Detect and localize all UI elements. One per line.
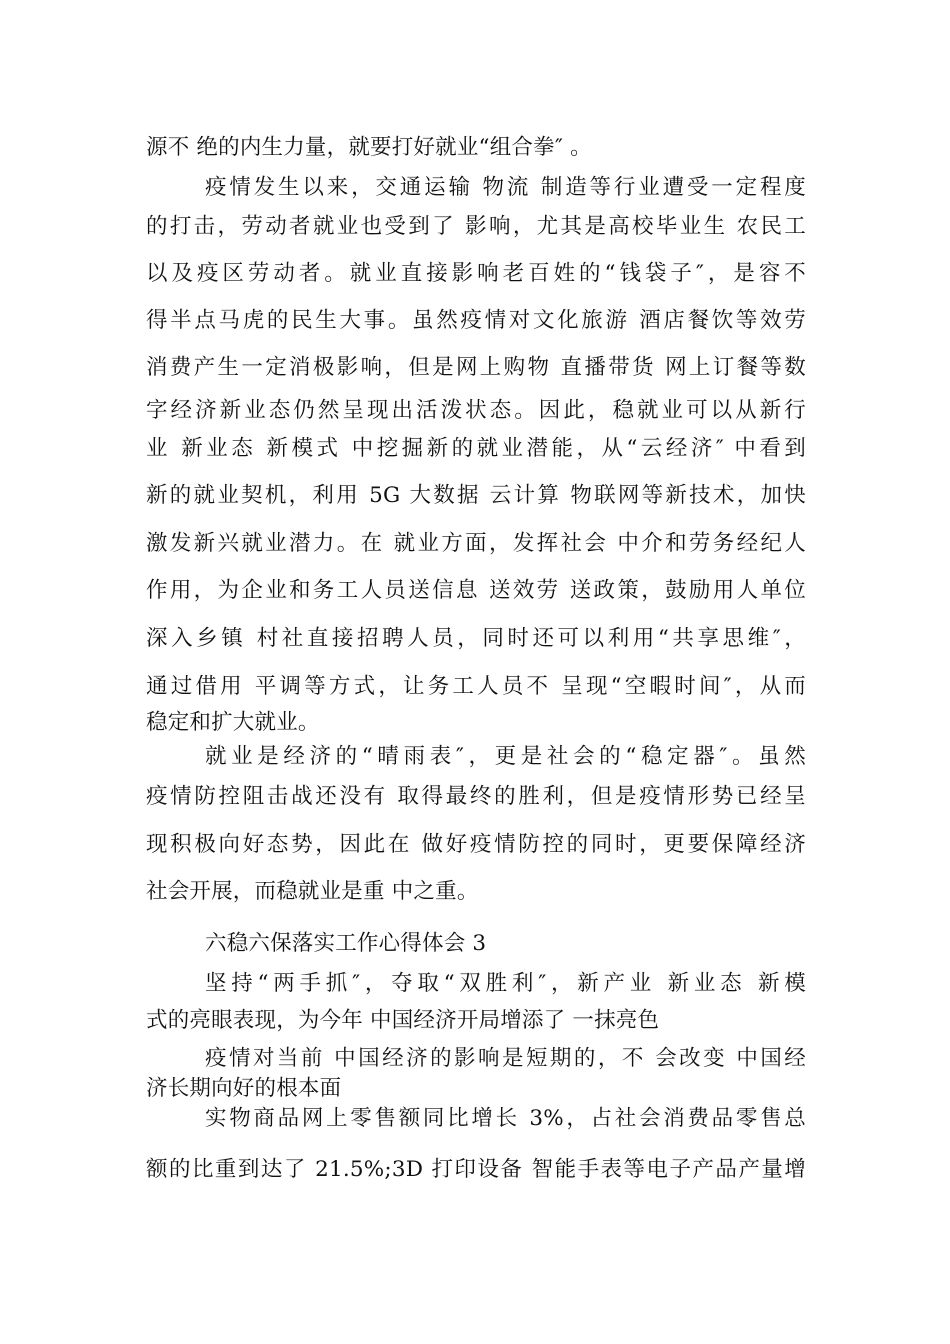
text-line: 济长期向好的根本面	[146, 1076, 342, 1101]
text-line: 现积极向好态势，因此在 做好疫情防控的同时，更要保障经济	[146, 832, 806, 857]
text-line: 以及疫区劳动者。就业直接影响老百姓的“钱袋子″，是容不	[146, 261, 806, 286]
text-line: 业 新业态 新模式 中挖掘新的就业潜能，从“云经济″ 中看到	[146, 436, 806, 461]
text-line: 得半点马虎的民生大事。虽然疫情对文化旅游 酒店餐饮等效劳	[146, 308, 806, 333]
text-line: 作用，为企业和务工人员送信息 送效劳 送政策，鼓励用人单位	[146, 578, 806, 603]
text-line: 的打击，劳动者就业也受到了 影响，尤其是高校毕业生 农民工	[146, 214, 806, 239]
text-line: 深入乡镇 村社直接招聘人员，同时还可以利用“共享思维″，	[146, 626, 806, 651]
text-line: 疫情对当前 中国经济的影响是短期的，不 会改变 中国经	[205, 1046, 806, 1071]
text-line: 新的就业契机，利用 5G 大数据 云计算 物联网等新技术，加快	[146, 483, 806, 508]
text-line: 激发新兴就业潜力。在 就业方面，发挥社会 中介和劳务经纪人	[146, 531, 806, 556]
text-line: 字经济新业态仍然呈现出活泼状态。因此，稳就业可以从新行	[146, 398, 806, 423]
text-line: 式的亮眼表现，为今年 中国经济开局增添了 一抹亮色	[146, 1008, 660, 1033]
text-line: 实物商品网上零售额同比增长 3%，占社会消费品零售总	[205, 1106, 806, 1131]
section-heading: 六稳六保落实工作心得体会 3	[205, 931, 487, 956]
text-line: 疫情发生以来，交通运输 物流 制造等行业遭受一定程度	[205, 175, 806, 200]
text-line: 额的比重到达了 21.5%;3D 打印设备 智能手表等电子产品产量增	[146, 1157, 806, 1182]
text-line: 坚持“两手抓″，夺取“双胜利″，新产业 新业态 新模	[205, 971, 806, 996]
text-line: 通过借用 平调等方式，让务工人员不 呈现“空暇时间″，从而	[146, 674, 806, 699]
text-line: 稳定和扩大就业。	[146, 710, 320, 735]
text-line: 源不 绝的内生力量，就要打好就业“组合拳″ 。	[146, 135, 592, 160]
text-line: 就业是经济的“晴雨表″，更是社会的“稳定器″。虽然	[205, 744, 806, 769]
text-line: 消费产生一定消极影响，但是网上购物 直播带货 网上订餐等数	[146, 355, 806, 380]
text-line: 疫情防控阻击战还没有 取得最终的胜利，但是疫情形势已经呈	[146, 784, 806, 809]
text-line: 社会开展，而稳就业是重 中之重。	[146, 879, 479, 904]
